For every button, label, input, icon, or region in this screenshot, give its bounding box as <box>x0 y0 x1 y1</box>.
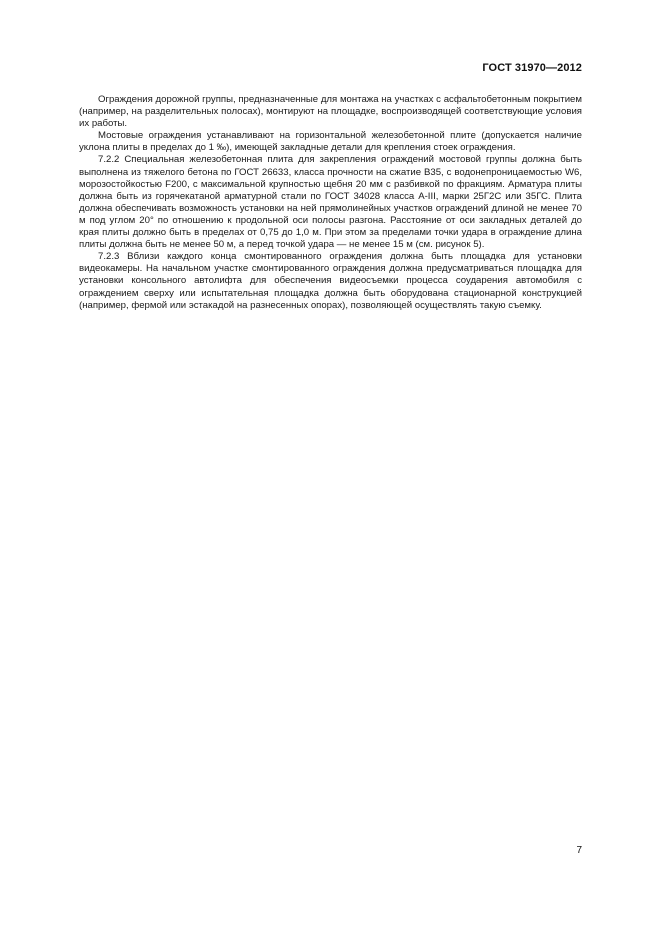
page-number: 7 <box>576 845 582 856</box>
standard-designation: ГОСТ 31970—2012 <box>482 62 582 74</box>
paragraph-road-barriers: Ограждения дорожной группы, предназначенные для монтажа на участках с асфальтобетонным покрытием (например, на разделительных полосах), монтируют на площадке, воспроизводящей соответствующие условия их работы. <box>79 94 582 130</box>
paragraph-7-2-2: 7.2.2 Специальная железобетонная плита для закрепления ограждений мостовой группы должна быть выполнена из тяжелого бетона по ГОСТ 26633, класса прочности на сжатие В35, с водонепроницаемостью W6, морозостойкостью F200, с максимальной крупностью щебня 20 мм с разбивкой по фракциям. Арматура плиты должна быть из горячекатаной арматурной стали по ГОСТ 34028 класса А-III, марки 25Г2С или 35ГС. Плита должна обеспечивать возможность установки на ней прямолинейных участков ограждений длиной не менее 70 м под углом 20° по отношению к продольной оси полосы разгона. Расстояние от оси закладных деталей до края плиты должно быть в пределах от 0,75 до 1,0 м. При этом за пределами точки удара в ограждение длина плиты должна быть не менее 50 м, а перед точкой удара — не менее 15 м (см. рисунок 5). <box>79 154 582 251</box>
paragraph-bridge-barriers: Мостовые ограждения устанавливают на горизонтальной железобетонной плите (допускается наличие уклона плиты в пределах до 1 ‰), имеющей закладные детали для крепления стоек ограждения. <box>79 130 582 154</box>
body-text <box>79 94 582 312</box>
paragraph-7-2-3: 7.2.3 Вблизи каждого конца смонтированного ограждения должна быть площадка для установки видеокамеры. На начальном участке смонтированного ограждения должна предусматриваться площадка для установки консольного автолифта для обеспечения видеосъемки процесса соударения автомобиля с ограждением сверху или испытательная площадка должна быть оборудована стационарной конструкцией (например, фермой или эстакадой на разнесенных опорах), позволяющей осуществлять такую съемку. <box>79 251 582 311</box>
